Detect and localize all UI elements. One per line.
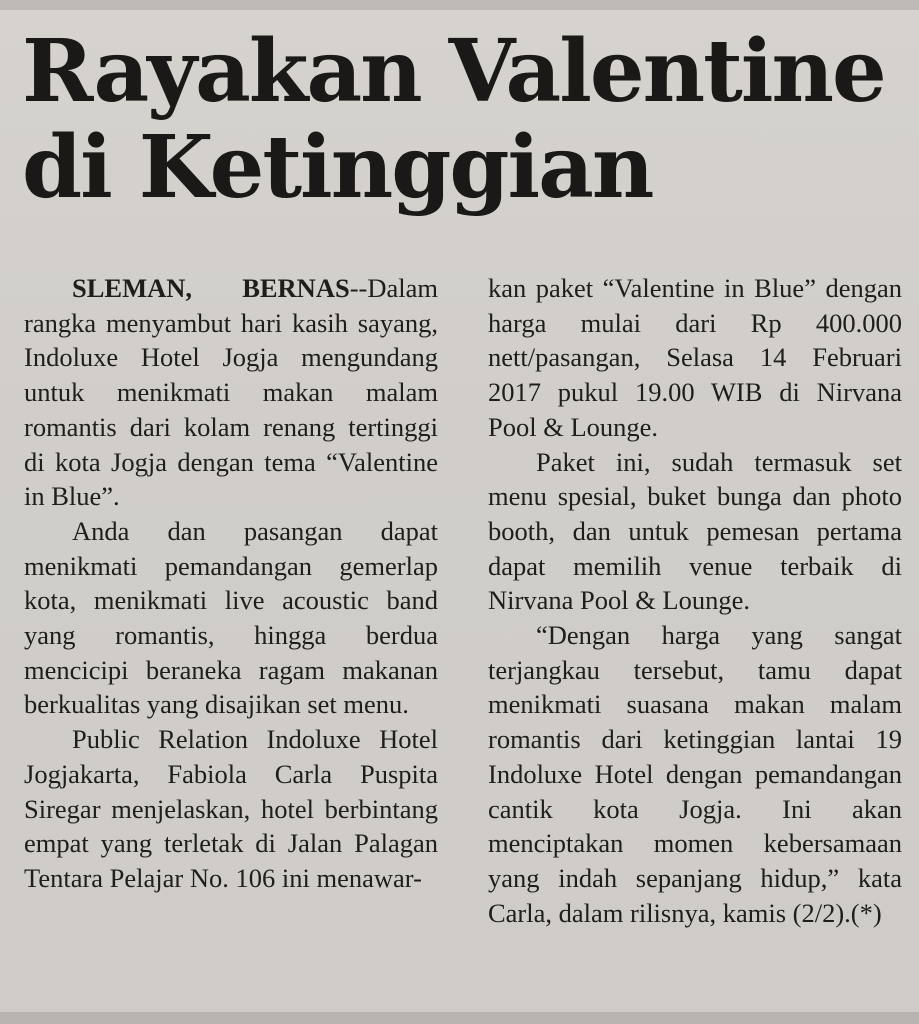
headline-line-1: Rayakan Valentine — [22, 21, 885, 122]
top-scan-edge — [0, 0, 919, 10]
headline-line-2: di Ketinggian — [22, 117, 653, 218]
right-column — [488, 271, 902, 930]
left-column — [24, 271, 438, 896]
paragraph-3-continued: kan paket “Valentine in Blue” dengan harga mulai dari Rp 400.000 nett/pasangan, Selasa 14 Februari 2017 pukul 19.00 WIB di Nirvana Pool & Lounge. — [488, 273, 902, 442]
paragraph-3: Public Relation Indoluxe Hotel Jogjakarta, Fabiola Carla Puspita Siregar menjelaskan, hotel berbintang empat yang terletak di Jalan Palagan Tentara Pelajar No. 106 ini menawar- — [24, 724, 438, 893]
paragraph-5: “Dengan harga yang sangat terjangkau tersebut, tamu dapat menikmati suasana makan malam romantis dari ketinggian lantai 19 Indoluxe Hotel dengan pemandangan cantik kota Jogja. Ini akan menciptakan momen kebersamaan yang indah sepanjang hidup,” kata Carla, dalam rilisnya, kamis (2/2).(*) — [488, 620, 902, 928]
paragraph-4: Paket ini, sudah termasuk set menu spesial, buket bunga dan photo booth, dan untuk pemesan pertama dapat memilih venue terbaik di Nirvana Pool & Lounge. — [488, 446, 902, 616]
paragraph-2: Anda dan pasangan dapat menikmati pemandangan gemerlap kota, menikmati live acoustic band yang romantis, hingga berdua mencicipi beraneka ragam makanan berkualitas yang disajikan set menu. — [24, 515, 438, 720]
paragraph-1 — [24, 271, 438, 514]
headline — [22, 21, 902, 218]
dateline: SLEMAN, BERNAS — [72, 273, 350, 303]
paragraph-1-text: --Dalam rangka menyambut hari kasih sayang, Indoluxe Hotel Jogja mengundang untuk menikmati makan malam romantis dari kolam renang tertinggi di kota Jogja dengan tema “Valentine in Blue”. — [24, 273, 438, 512]
bottom-scan-edge — [0, 1012, 919, 1024]
